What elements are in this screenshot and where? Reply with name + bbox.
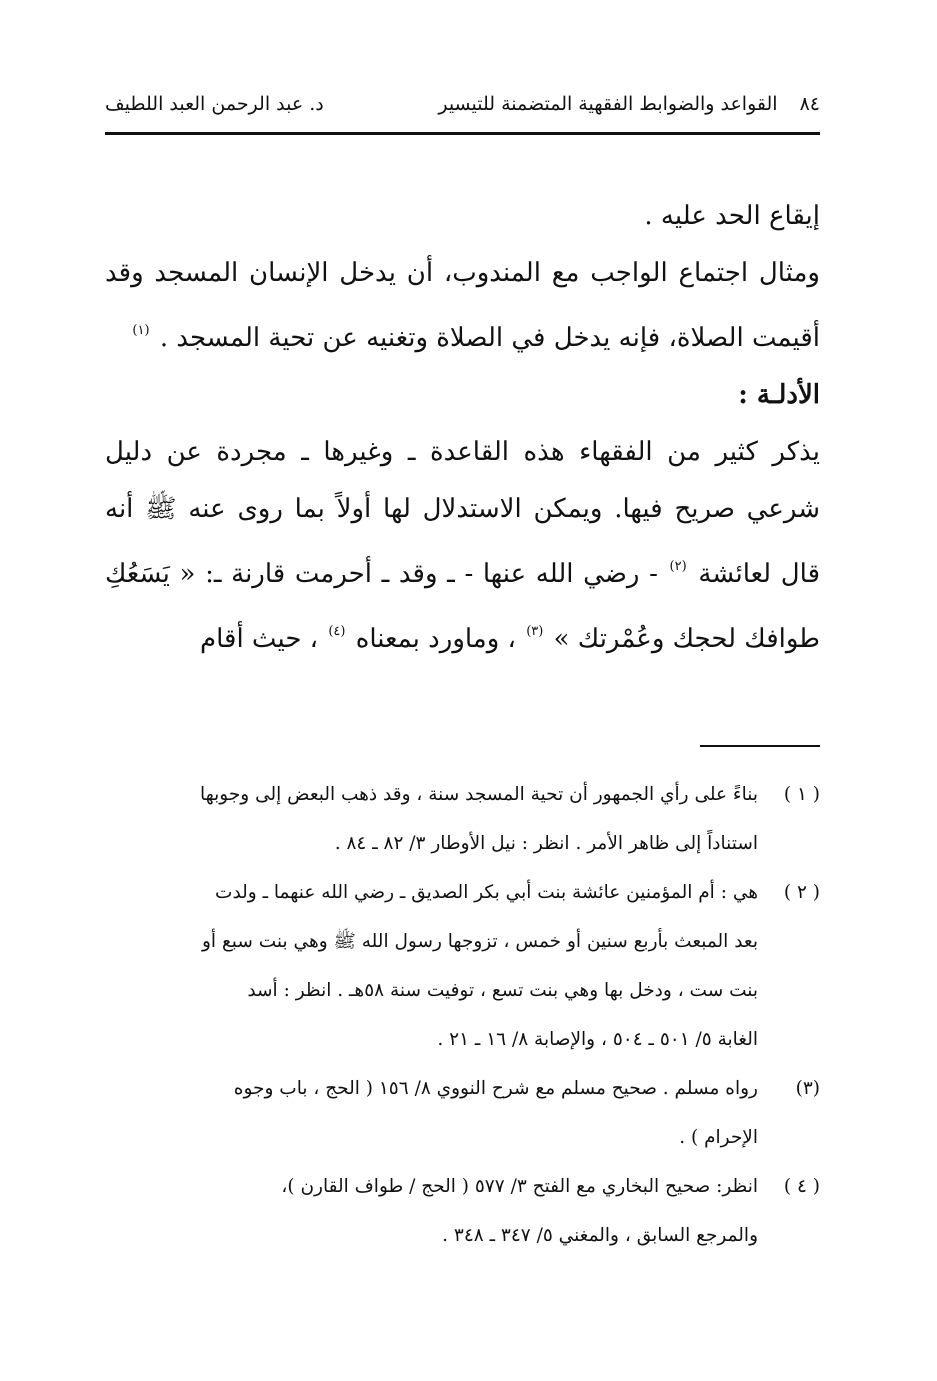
footnote-text [105,770,758,868]
footnote-line: بناءً على رأي الجمهور أن تحية المسجد سنة ، وقد ذهب البعض إلى وجوبها [199,784,758,805]
footnote-number: ( ٤ ) [783,1176,820,1197]
section-heading: الأدلـة : [738,380,820,410]
footnote-1 [105,770,820,868]
footnote-separator [700,745,820,747]
paragraph-2 [105,245,820,367]
footnote-number: ( ١ ) [783,784,820,805]
footnote-line: استناداً إلى ظاهر الأمر . انظر : نيل الأوطار ٣/ ٨٢ ـ ٨٤ . [334,833,758,854]
paragraph-2-text: ومثال اجتماع الواجب مع المندوب، أن يدخل الإنسان المسجد وقد أقيمت الصلاة، فإنه يدخل في الصلاة وتغنيه عن تحية المسجد . [105,258,820,353]
footnote-3 [105,1064,820,1162]
footnote-number: ( ٢ ) [783,882,820,903]
footnote-text [105,868,758,1064]
footnote-text [105,1162,758,1260]
footnote-2 [105,868,820,1064]
paragraph-3-text-b: - رضي الله عنها - ـ وقد ـ أحرمت قارنة ـ: « يَسَعُكِ طوافك لحجك وعُمْرتك » [105,559,820,654]
paragraph-3-text-d: ، حيث أقام [200,624,319,654]
footnote-line: انظر: صحيح البخاري مع الفتح ٣/ ٥٧٧ ( الحج / طواف القارن )، [281,1176,758,1197]
footnotes [105,770,820,1260]
footnote-line: والمرجع السابق ، والمغني ٥/ ٣٤٧ ـ ٣٤٨ . [442,1225,758,1246]
footnote-ref-3: (٣) [526,624,544,639]
footnote-line: رواه مسلم . صحيح مسلم مع شرح النووي ٨/ ١٥٦ ( الحج ، باب وجوه [233,1078,758,1099]
author-name: د. عبد الرحمن العبد اللطيف [105,93,324,115]
footnote-line: بنت ست ، ودخل بها وهي بنت تسع ، توفيت سنة ٥٨هـ . انظر : أسد [247,980,758,1001]
page-number: ٨٤ [799,93,820,115]
footnote-number: (٣) [795,1078,820,1099]
paragraph-1: إيقاع الحد عليه . [644,201,820,231]
footnote-ref-4: (٤) [328,624,346,639]
running-header [105,84,820,124]
paragraph-3-text-c: ، وماورد بمعناه [355,624,516,654]
book-title: القواعد والضوابط الفقهية المتضمنة للتيسير [438,93,778,115]
paragraph-3 [105,424,820,668]
footnote-line: الإحرام ) . [679,1127,758,1148]
footnote-line: الغابة ٥/ ٥٠١ ـ ٥٠٤ ، والإصابة ٨/ ١٦ ـ ٢١ . [437,1029,758,1050]
paragraph-3-text-a: يذكر كثير من الفقهاء هذه القاعدة ـ وغيرها ـ مجردة عن دليل شرعي صريح فيها. ويمكن الاستدلال لها أولاً بما روى عنه ﷺ أنه قال لعائشة [105,437,820,589]
main-text [105,188,820,668]
footnote-ref-1: (١) [132,323,150,338]
footnote-ref-2: (٢) [669,559,687,574]
footnote-line: بعد المبعث بأربع سنين أو خمس ، تزوجها رسول الله ﷺ وهي بنت سبع أو [202,931,758,952]
footnote-4 [105,1162,820,1260]
header-rule [105,132,820,135]
footnote-line: هي : أم المؤمنين عائشة بنت أبي بكر الصديق ـ رضي الله عنهما ـ ولدت [215,882,758,903]
footnote-text [105,1064,758,1162]
